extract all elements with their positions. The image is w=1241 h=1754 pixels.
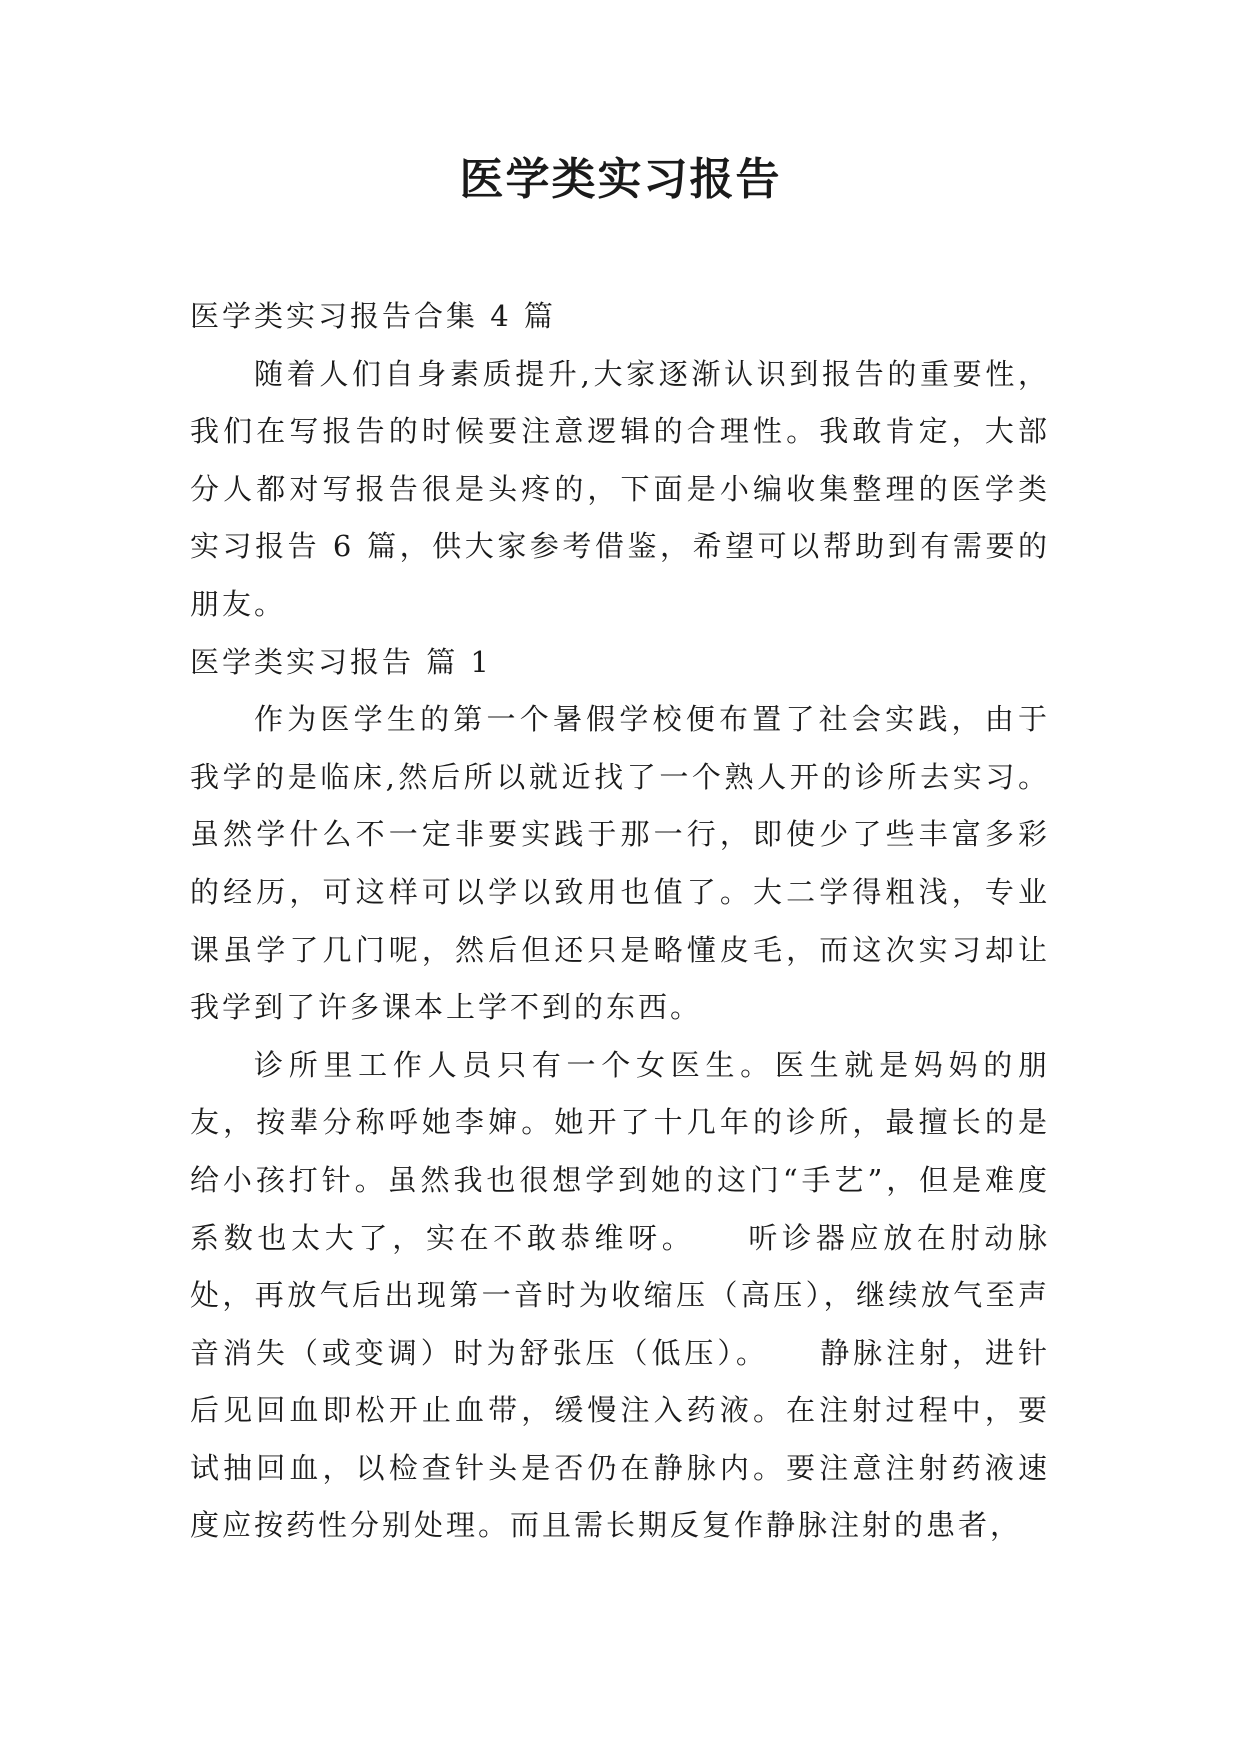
document-title: 医学类实习报告 [459,154,782,205]
paragraph-body-1: 作为医学生的第一个暑假学校便布置了社会实践，由于我学的是临床,然后所以就近找了一个熟人开的诊所去实习。虽然学什么不一定非要实践于那一行，即使少了些丰富多彩的经历，可这样可以学以致用也值了。大二学得粗浅，专业课虽学了几门呢，然后但还只是略懂皮毛，而这次实习却让我学到了许多课本上学不到的东西。 [190,702,1050,1025]
paragraph-intro: 随着人们自身素质提升,大家逐渐认识到报告的重要性，我们在写报告的时候要注意逻辑的合理性。我敢肯定，大部分人都对写报告很是头疼的，下面是小编收集整理的医学类实习报告 6 篇，供大家参考借鉴，希望可以帮助到有需要的朋友。 [190,356,1050,621]
paragraph-body-2: 诊所里工作人员只有一个女医生。医生就是妈妈的朋友，按辈分称呼她李婶。她开了十几年的诊所，最擅长的是给小孩打针。虽然我也很想学到她的这门“手艺”，但是难度系数也太大了，实在不敢恭维呀。 听诊器应放在肘动脉处，再放气后出现第一音时为收缩压（高压），继续放气至声音消失（或变调）时为舒张压（低压）。 静脉注射，进针后见回血即松开止血带，缓慢注入药液。在注射过程中，要试抽回血，以检查针头是否仍在静脉内。要注意注射药液速度应按药性分别处理。而且需长期反复作静脉注射的患者， [190,1047,1050,1543]
paragraph-section-heading: 医学类实习报告 篇 1 [190,644,492,679]
paragraph-collection-heading: 医学类实习报告合集 4 篇 [190,299,556,333]
document-body [190,288,1050,1555]
